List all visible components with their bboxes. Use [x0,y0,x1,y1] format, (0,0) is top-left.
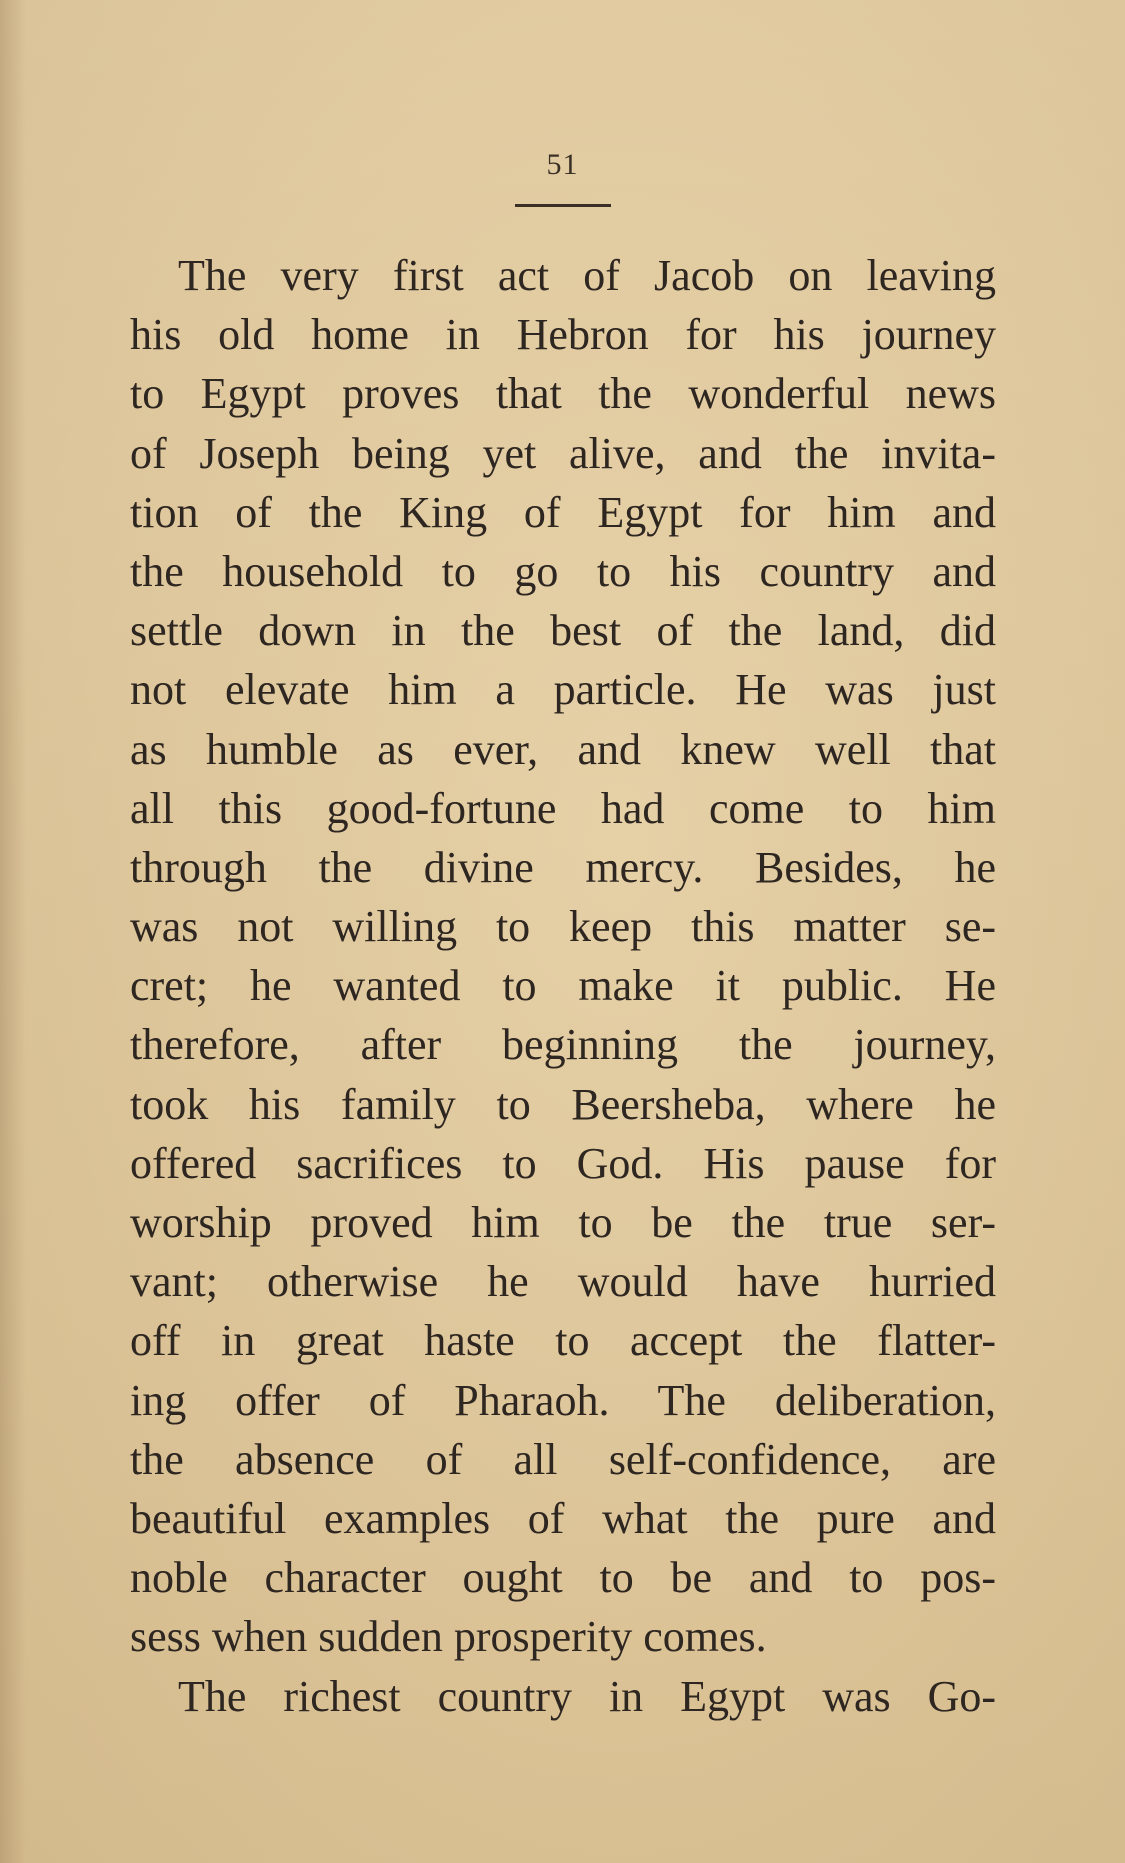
text-line: off in great haste to accept the flatter- [130,1316,996,1366]
page-number-rule [515,204,611,207]
text-line: ing offer of Pharaoh. The deliberation, [130,1375,996,1425]
text-line: cret; he wanted to make it public. He [130,961,996,1011]
text-line: beautiful examples of what the pure and [130,1493,996,1543]
text-line: noble character ought to be and to pos- [130,1553,996,1603]
text-line: The richest country in Egypt was Go- [178,1671,996,1721]
text-line: worship proved him to be the true ser- [130,1198,996,1247]
text-line: therefore, after beginning the journey, [130,1020,996,1070]
text-line: to Egypt proves that the wonderful news [130,369,996,419]
text-line: not elevate him a particle. He was just [130,665,996,715]
text-line: took his family to Beersheba, where he [130,1079,996,1129]
text-line: settle down in the best of the land, did [130,606,996,656]
text-line: The very first act of Jacob on leaving [178,251,996,300]
text-line: sess when sudden prosperity comes. [130,1612,767,1662]
text-line: vant; otherwise he would have hurried [130,1257,996,1307]
text-line: offered sacrifices to God. His pause for [130,1138,996,1188]
text-line: of Joseph being yet alive, and the invita- [130,428,996,478]
text-line: through the divine mercy. Besides, he [130,842,996,892]
body-text [130,246,996,1726]
text-line: tion of the King of Egypt for him and [130,487,996,537]
text-line: the household to go to his country and [130,546,996,596]
text-line: his old home in Hebron for his journey [130,310,996,360]
page-number: 51 [546,148,579,181]
text-line: as humble as ever, and knew well that [130,724,996,774]
text-line: was not willing to keep this matter se- [130,902,996,952]
text-line: all this good-fortune had come to him [130,783,996,833]
text-line: the absence of all self-confidence, are [130,1434,996,1484]
